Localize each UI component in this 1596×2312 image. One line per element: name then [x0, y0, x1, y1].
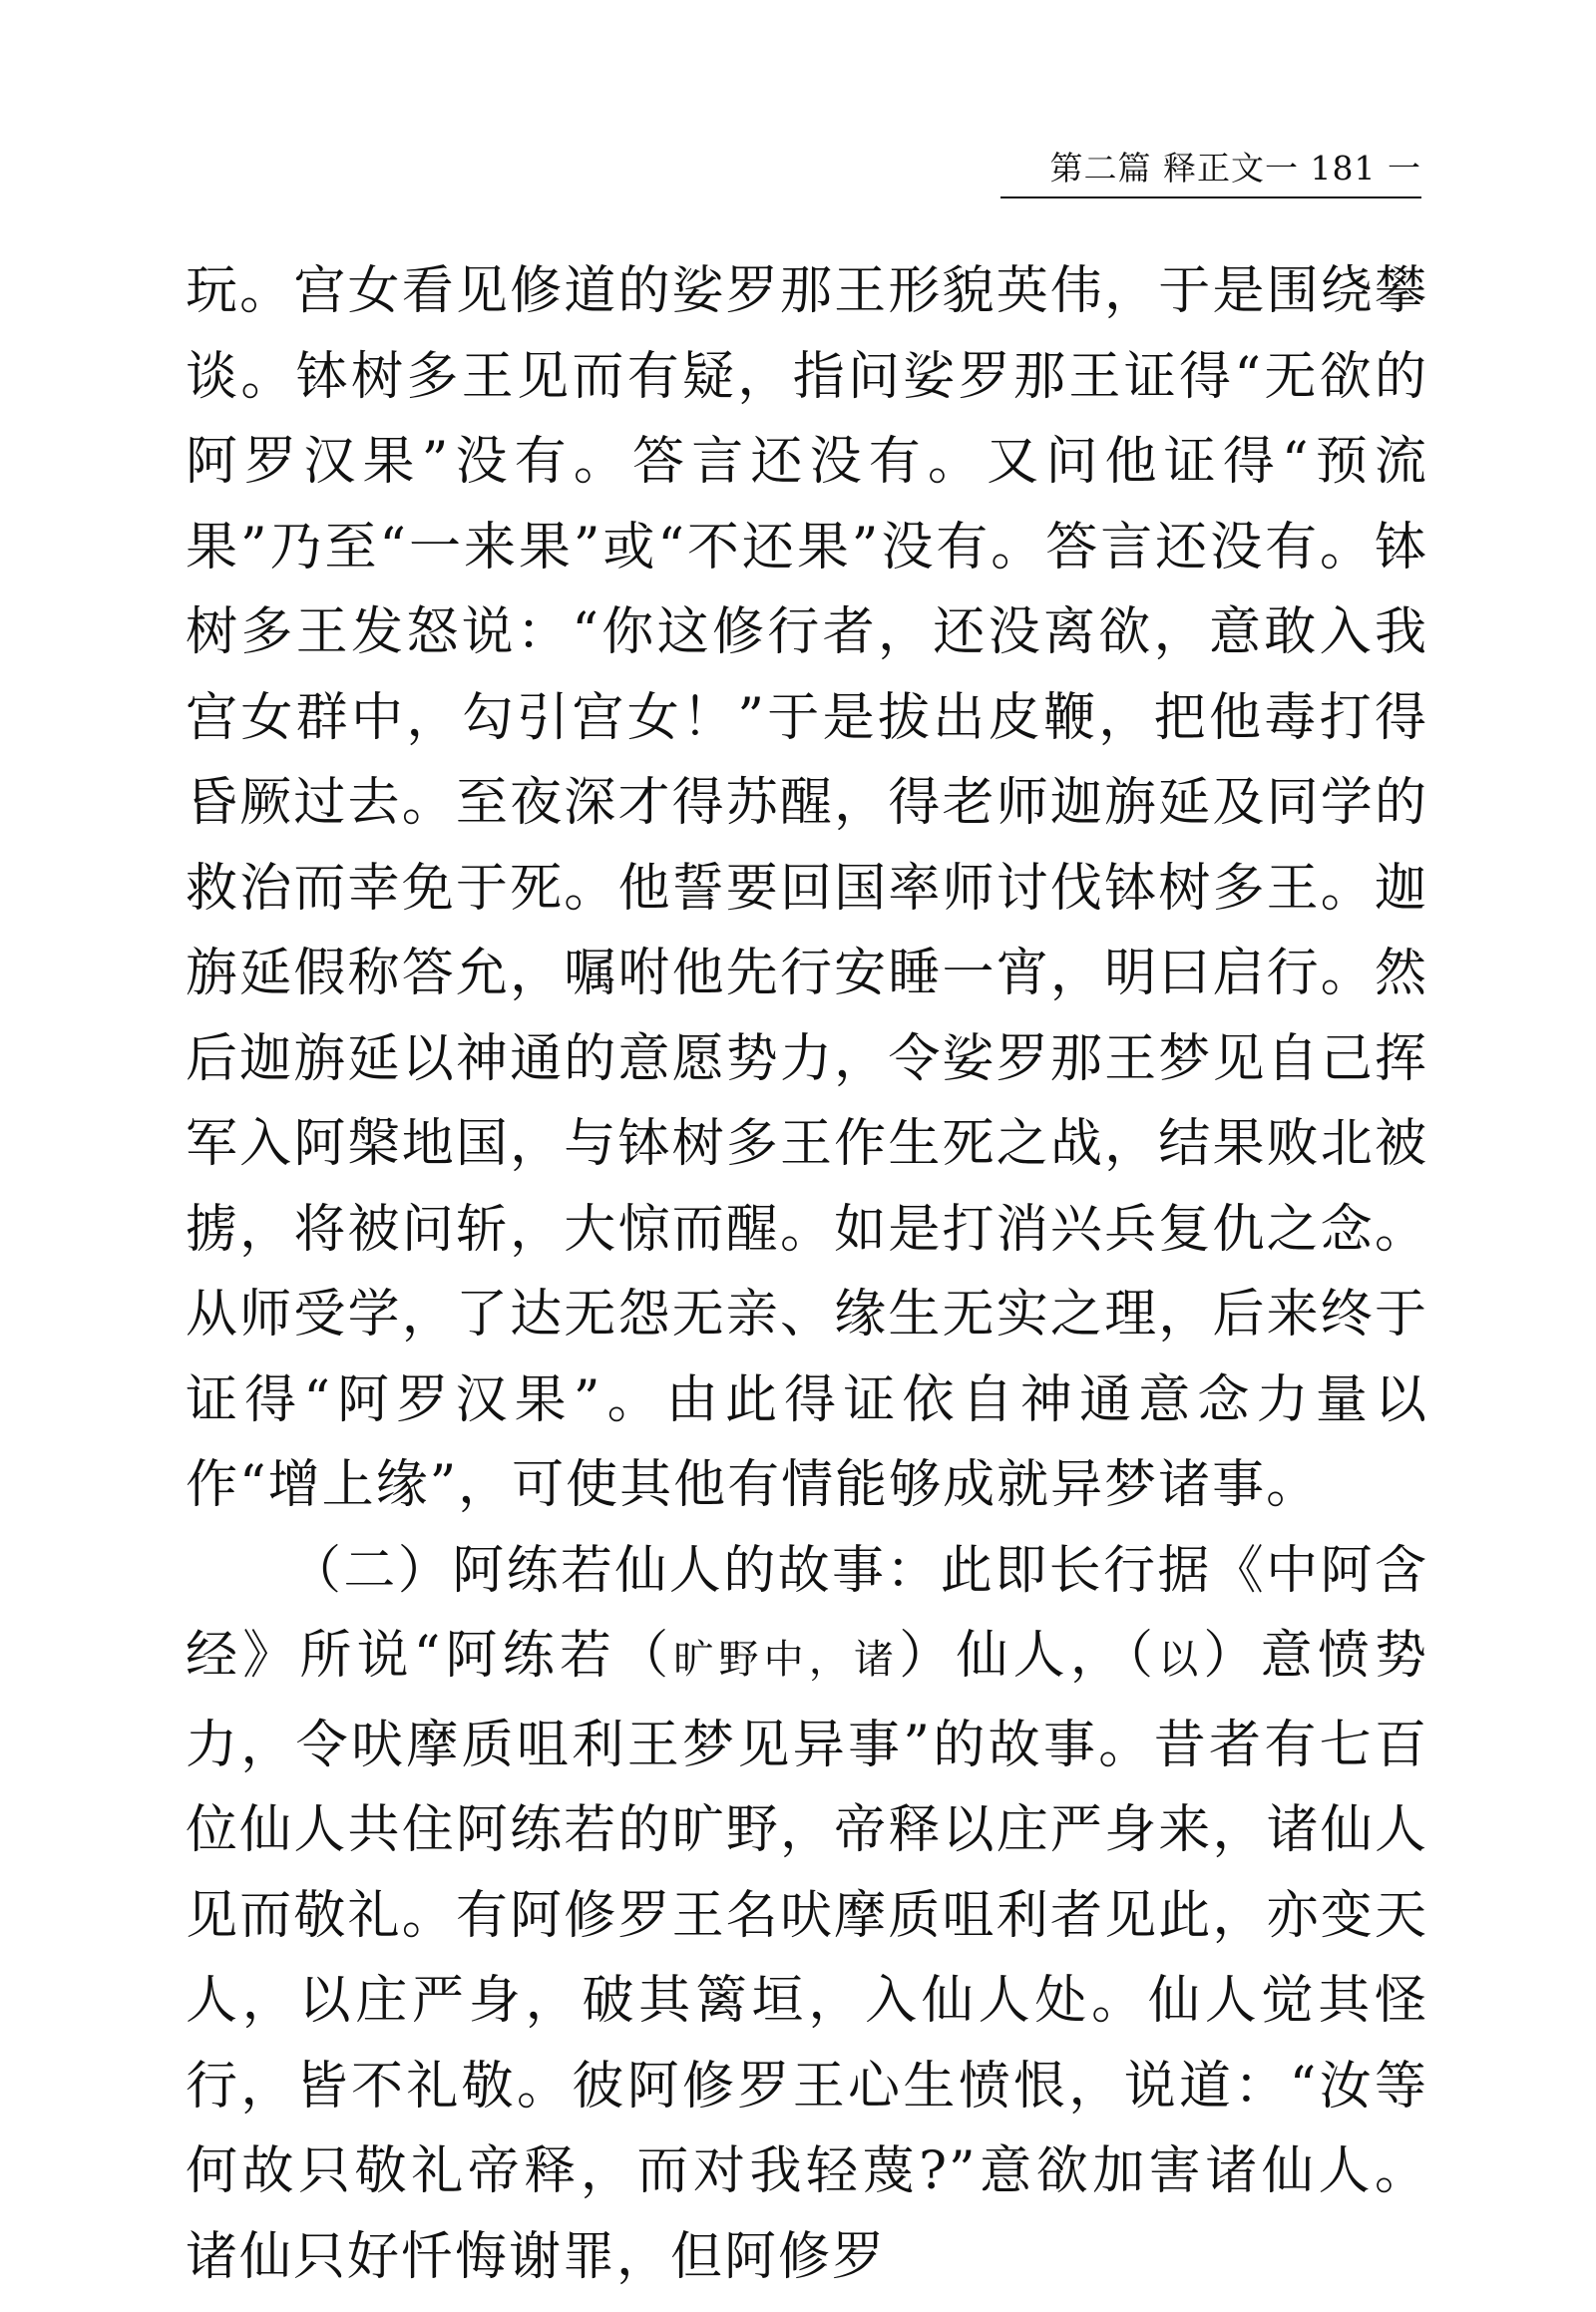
- paragraph-2-annotation-1: 旷野中，诸: [673, 1637, 900, 1683]
- paragraph-2-text-a: （二）阿练若仙人的故事：此即长行据《中阿含经》所说“阿练若（: [186, 1540, 1428, 1686]
- paragraph-2-text-b: ）仙人，（: [899, 1626, 1159, 1686]
- paragraph-2-annotation-2: 以: [1158, 1637, 1204, 1683]
- body-text: [186, 249, 1428, 2300]
- paragraph-2: [186, 1529, 1428, 2301]
- paragraph-1: 玩。宫女看见修道的娑罗那王形貌英伟，于是围绕攀谈。钵树多王见而有疑，指问娑罗那王证得“无欲的阿罗汉果”没有。答言还没有。又问他证得“预流果”乃至“一来果”或“不还果”没有。答言还没有。钵树多王发怒说：“你这修行者，还没离欲，意敢入我宫女群中，勾引宫女！”于是拔出皮鞭，把他毒打得昏厥过去。至夜深才得苏醒，得老师迦旃延及同学的救治而幸免于死。他誓要回国率师讨伐钵树多王。迦旃延假称答允，嘱咐他先行安睡一宵，明曰启行。然后迦旃延以神通的意愿势力，令娑罗那王梦见自己挥军入阿槃地国，与钵树多王作生死之战，结果败北被掳，将被问斩，大惊而醒。如是打消兴兵复仇之念。从师受学，了达无怨无亲、缘生无实之理，后来终于证得“阿罗汉果”。由此得证依自神通意念力量以作“增上缘”，可使其他有情能够成就异梦诸事。: [186, 261, 1428, 1515]
- paragraph-2-text-c: ）意愤势力，令吠摩质咀利王梦见异事”的故事。昔者有七百位仙人共住阿练若的旷野，帝释以庄严身来，诸仙人见而敬礼。有阿修罗王名吠摩质咀利者见此，亦变天人，以庄严身，破其篱垣，入仙人处。仙人觉其怪行，皆不礼敬。彼阿修罗王心生愤恨，说道：“汝等何故只敬礼帝释，而对我轻蔑?”意欲加害诸仙人。诸仙只好忏悔谢罪，但阿修罗: [186, 1626, 1428, 2287]
- header-rule: [1000, 196, 1421, 198]
- running-header: 第二篇 释正文一 181 一: [1049, 149, 1421, 188]
